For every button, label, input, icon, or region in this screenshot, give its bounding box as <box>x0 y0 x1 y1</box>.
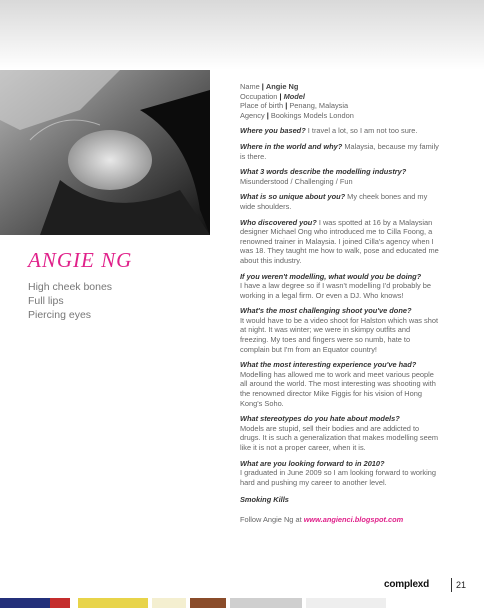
follow-line <box>240 515 440 525</box>
agency-value: Bookings Models London <box>270 110 354 120</box>
qa-item <box>240 142 440 161</box>
trait-item: High cheek bones <box>28 281 113 293</box>
top-gradient-band <box>0 0 484 70</box>
trait-item: Piercing eyes <box>28 309 92 321</box>
separator: | <box>266 110 269 120</box>
thumbnail <box>0 598 50 608</box>
traits-list <box>28 280 112 322</box>
magazine-logo: complexd <box>384 579 430 590</box>
qa-item <box>240 218 440 266</box>
answer: I have a law degree so if I wasn't modelling I'd probably be working in a legal firm. Or even a DJ. Who knows! <box>240 281 431 300</box>
qa-item <box>240 167 440 186</box>
thumbnail <box>190 598 226 608</box>
portrait-photo <box>0 70 210 235</box>
info-agency <box>240 111 440 121</box>
question: What's the most challenging shoot you've done? <box>240 306 412 316</box>
qa-item <box>240 360 440 408</box>
agency-label: Agency <box>240 110 265 120</box>
qa-list <box>240 126 440 487</box>
qa-item <box>240 459 440 488</box>
occupation-label: Occupation <box>240 91 278 101</box>
name-label: Name <box>240 82 260 91</box>
thumbnail <box>306 598 386 608</box>
answer: Models are stupid, sell their bodies and are addicted to drugs. It is such a generalization that makes modelling seem like it is not a proper career, when it is. <box>240 423 439 452</box>
closing-line: Smoking Kills <box>240 495 289 505</box>
page-number-divider <box>451 578 452 592</box>
qa-item <box>240 272 440 301</box>
thumbnail <box>78 598 148 608</box>
separator: | <box>285 101 288 111</box>
question: What 3 words describe the modelling industry? <box>240 167 407 177</box>
page-number: 21 <box>456 580 467 590</box>
qa-item <box>240 414 440 452</box>
blog-link[interactable]: www.angienci.blogspot.com <box>303 514 404 524</box>
qa-item <box>240 126 440 136</box>
separator: | <box>279 91 282 101</box>
info-occupation <box>240 92 440 102</box>
qa-item <box>240 192 440 211</box>
birth-label: Place of birth <box>240 101 284 111</box>
answer: Misunderstood / Challenging / Fun <box>240 176 353 186</box>
name-value: Angie Ng <box>265 82 299 91</box>
portrait-image <box>0 70 210 235</box>
answer: I travel a lot, so I am not too sure. <box>307 126 418 136</box>
thumbnail <box>230 598 302 608</box>
follow-text: Follow Angie Ng at <box>240 514 302 524</box>
question: What is so unique about you? <box>240 192 346 202</box>
bottom-thumbnail-strip <box>0 598 484 608</box>
separator: | <box>261 82 264 91</box>
qa-item <box>240 306 440 354</box>
answer: I was spotted at 16 by a Malaysian designer Michael Ong who introduced me to Cilla Foong, a renowned trainer in Malaysia. I joined Cilla's agency when I was 18. They taught me how to walk, pose and educated me about this industry. <box>240 217 439 265</box>
question: Where you based? <box>240 126 306 136</box>
thumbnail <box>152 598 186 608</box>
birth-value: Penang, Malaysia <box>289 101 349 111</box>
answer: Malaysia, because my family is there. <box>240 141 439 161</box>
thumbnail <box>50 598 70 608</box>
trait-item: Full lips <box>28 295 64 307</box>
interview-column <box>240 82 440 525</box>
info-name <box>240 82 440 92</box>
occupation-value: Model <box>283 91 305 101</box>
question: Where in the world and why? <box>240 141 343 151</box>
answer: My cheek bones and my wide shoulders. <box>240 192 428 211</box>
question: What the most interesting experience you've had? <box>240 360 417 370</box>
model-name-heading: ANGIE NG <box>28 248 133 272</box>
info-birth <box>240 101 440 111</box>
answer: I graduated in June 2009 so I am looking forward to working hard and pushing my career to another level. <box>240 468 436 487</box>
question: Who discovered you? <box>240 217 317 227</box>
question: What stereotypes do you hate about models? <box>240 414 400 424</box>
answer: It would have to be a video shoot for Halston which was shot at night. It was winter; we were in skimpy outfits and freezing. My toes and fingers were so numb, hate to complain but I'm from an Equator country! <box>240 315 439 354</box>
question: What are you looking forward to in 2010? <box>240 458 385 468</box>
question: If you weren't modelling, what would you be doing? <box>240 271 422 281</box>
answer: Modelling has allowed me to work and meet various people all around the world. The most interesting was shooting with the renowned director Mike Figgis for his vision of Hong Kong's Soho. <box>240 369 436 408</box>
